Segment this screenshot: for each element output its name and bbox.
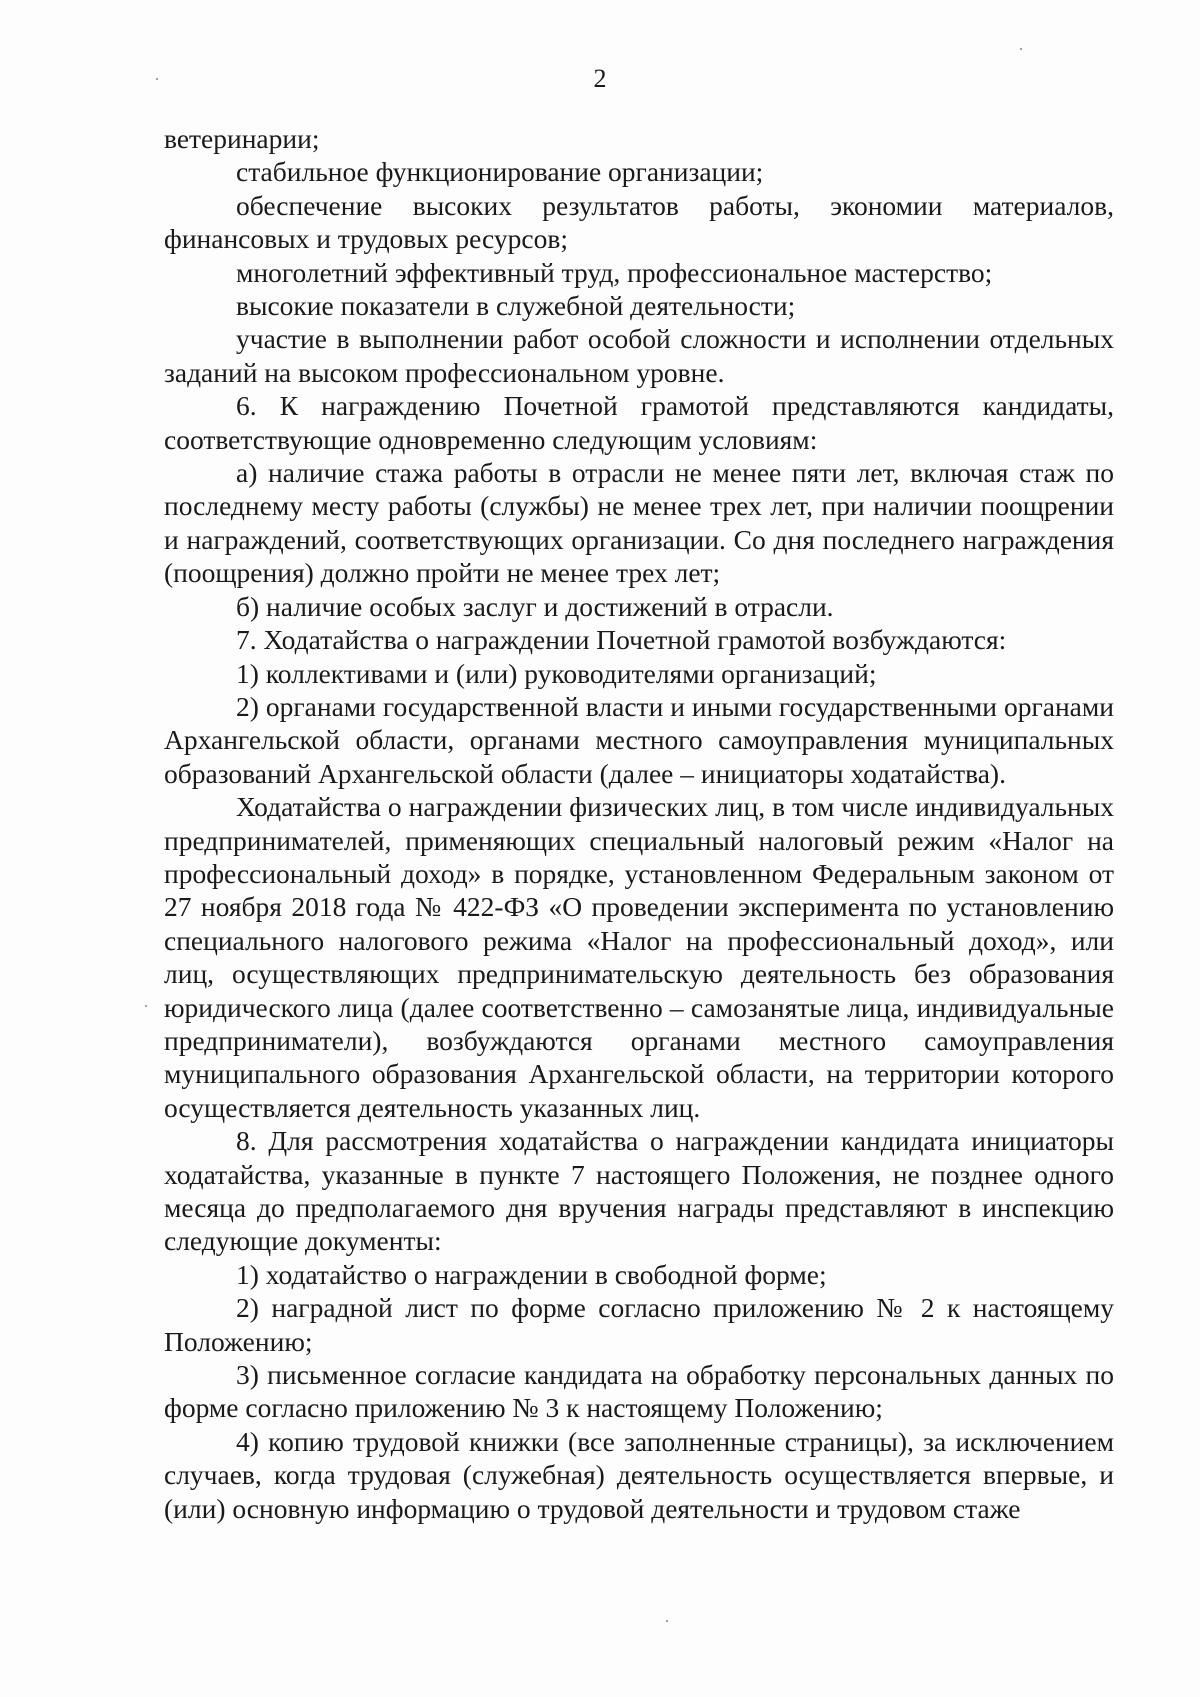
scan-speck [145,1005,147,1007]
paragraph: участие в выполнении работ особой сложности и исполнении отдельных заданий на высоком профессиональном уровне. [164,323,1114,388]
paragraph: высокие показатели в служебной деятельности; [236,290,796,322]
paragraph: 7. Ходатайства о награждении Почетной грамотой возбуждаются: [236,624,1007,656]
paragraph: 2) органами государственной власти и иными государственными органами Архангельской области, органами местного самоуправления муниципальных образований Архангельской области (далее – инициаторы ходатайства). [164,690,1114,789]
paragraph: обеспечение высоких результатов работы, экономии материалов, финансовых и трудовых ресурсов; [164,189,1114,255]
scan-speck [156,78,158,80]
page-number: 2 [593,64,607,93]
document-body [164,122,1114,1525]
paragraph: стабильное функционирование организации; [236,156,764,188]
scan-speck [1020,48,1022,50]
paragraph: Ходатайства о награждении физических лиц, в том числе индивидуальных предпринимателей, применяющих специальный налоговый режим «Налог на профессиональный доход» в порядке, установленном Федеральным законом от 27 ноября 2018 года № 422-ФЗ «О проведении эксперимента по установлению специального налогового режима «Налог на профессиональный доход», или лиц, осуществляющих предпринимательскую деятельность без образования юридического лица (далее соответственно – самозанятые лица, индивидуальные предприниматели), возбуждаются органами местного самоуправления муниципального образования Архангельской области, на территории которого осуществляется деятельность указанных лиц. [164,791,1114,1123]
paragraph: 1) коллективами и (или) руководителями организаций; [236,657,877,689]
paragraph: ветеринарии; [164,123,320,154]
paragraph: многолетний эффективный труд, профессиональное мастерство; [236,256,993,288]
paragraph: а) наличие стажа работы в отрасли не менее пяти лет, включая стаж по последнему месту работы (службы) не менее трех лет, при наличии поощрении и награждений, соответствующих организации. Со дня последнего награждения (поощрения) должно пройти не менее трех лет; [164,457,1114,589]
paragraph: 8. Для рассмотрения ходатайства о награждении кандидата инициаторы ходатайства, указанные в пункте 7 настоящего Положения, не позднее одного месяца до предполагаемого дня вручения награды представляют в инспекцию следующие документы: [164,1125,1114,1257]
paragraph: 1) ходатайство о награждении в свободной форме; [236,1258,827,1290]
paragraph: 2) наградной лист по форме согласно приложению № 2 к настоящему Положению; [164,1292,1114,1357]
paragraph: 6. К награждению Почетной грамотой представляются кандидаты, соответствующие одновременно следующим условиям: [164,390,1114,455]
paragraph: 3) письменное согласие кандидата на обработку персональных данных по форме согласно приложению № 3 к настоящему Положению; [164,1359,1114,1424]
scan-speck [666,1620,668,1622]
paragraph: б) наличие особых заслуг и достижений в отрасли. [236,590,834,622]
paragraph: 4) копию трудовой книжки (все заполненные страницы), за исключением случаев, когда трудовая (служебная) деятельность осуществляется впервые, и (или) основную информацию о трудовой деятельности и трудовом стаже [164,1425,1114,1524]
